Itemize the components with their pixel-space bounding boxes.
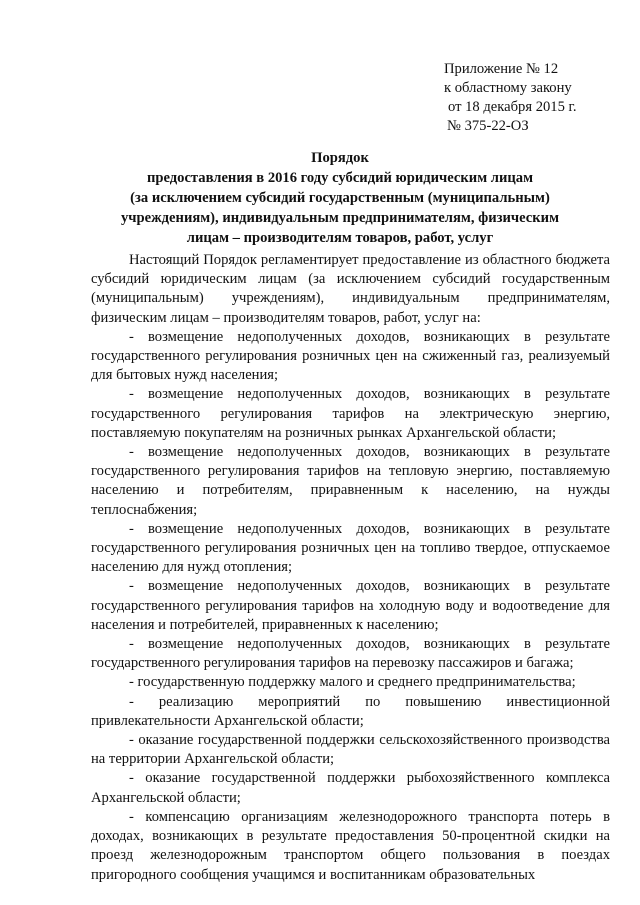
- list-item: - возмещение недополученных доходов, возникающих в результате государственного регулирования тарифов на электрическую энергию, поставляемую покупателям на розничных рынках Архангельской области;: [91, 386, 610, 441]
- list-item: - возмещение недополученных доходов, возникающих в результате государственного регулирования розничных цен на сжиженный газ, реализуемый для бытовых нужд населения;: [91, 328, 610, 384]
- document-title: [70, 148, 610, 248]
- list-item: - оказание государственной поддержки рыбохозяйственного комплекса Архангельской области;: [91, 770, 610, 806]
- list-item: - реализацию мероприятий по повышению инвестиционной привлекательности Архангельской области;: [91, 693, 610, 729]
- document-body: [91, 251, 610, 885]
- title-line: учреждениям), индивидуальным предпринимателям, физическим: [120, 210, 560, 226]
- appendix-header: [444, 60, 577, 136]
- list-item: - возмещение недополученных доходов, возникающих в результате государственного регулирования розничных цен на топливо твердое, отпускаемое населению для нужд отопления;: [91, 520, 610, 576]
- list-item: - оказание государственной поддержки сельскохозяйственного производства на территории Архангельской области;: [91, 732, 610, 768]
- appendix-law-number: № 375-22-ОЗ: [447, 118, 529, 134]
- appendix-law-ref: к областному закону: [444, 80, 572, 96]
- intro-paragraph: Настоящий Порядок регламентирует предоставление из областного бюджета субсидий юридическим лицам (за исключением субсидий государственным (муниципальным) учреждениям), индивидуальным предпринимателям, физическим лицам – производителям товаров, работ, услуг на:: [91, 252, 610, 326]
- list-item: - возмещение недополученных доходов, возникающих в результате государственного регулирования тарифов на холодную воду и водоотведение для населения и потребителей, приравненных к населению;: [91, 578, 610, 633]
- title-line: лицам – производителям товаров, работ, услуг: [186, 230, 494, 246]
- title-line: (за исключением субсидий государственным (муниципальным): [130, 190, 550, 206]
- list-item: - государственную поддержку малого и среднего предпринимательства;: [129, 674, 576, 691]
- title-line: предоставления в 2016 году субсидий юридическим лицам: [146, 170, 534, 186]
- appendix-date: от 18 декабря 2015 г.: [448, 99, 577, 115]
- list-item: - возмещение недополученных доходов, возникающих в результате государственного регулирования тарифов на перевозку пассажиров и багажа;: [91, 636, 610, 672]
- list-item: - компенсацию организациям железнодорожного транспорта потерь в доходах, возникающих в результате предоставления 50-процентной скидки на проезд железнодорожным транспортом общего пользования в поездах пригородного сообщения учащимся и воспитанникам образовательных: [91, 808, 610, 883]
- appendix-number: Приложение № 12: [444, 61, 559, 77]
- title-line: Порядок: [311, 150, 369, 166]
- list-item: - возмещение недополученных доходов, возникающих в результате государственного регулирования тарифов на тепловую энергию, поставляемую населению и потребителям, приравненным к населению, на нужды теплоснабжения;: [91, 444, 610, 518]
